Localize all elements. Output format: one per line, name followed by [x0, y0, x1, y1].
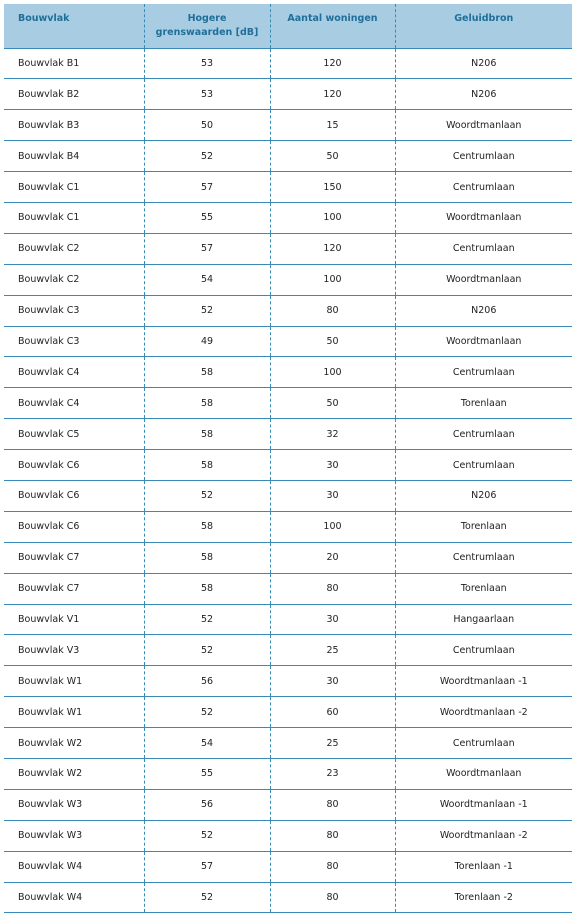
cell-grenswaarde: 58 — [144, 450, 270, 481]
table-row — [4, 388, 572, 419]
table-row — [4, 635, 572, 666]
cell-aantal-woningen: 100 — [270, 511, 395, 542]
cell-aantal-woningen: 120 — [270, 48, 395, 79]
cell-grenswaarde: 50 — [144, 110, 270, 141]
cell-aantal-woningen: 50 — [270, 388, 395, 419]
table-row — [4, 233, 572, 264]
table-row — [4, 789, 572, 820]
cell-bouwvlak: Bouwvlak C7 — [4, 573, 144, 604]
table-row — [4, 264, 572, 295]
header-hogere-grenswaarden: Hogere grenswaarden [dB] — [144, 4, 270, 48]
cell-geluidbron: Centrumlaan — [395, 728, 572, 759]
cell-bouwvlak: Bouwvlak B4 — [4, 141, 144, 172]
header-aantal-woningen: Aantal woningen — [270, 4, 395, 48]
cell-geluidbron: Woordtmanlaan -1 — [395, 666, 572, 697]
cell-bouwvlak: Bouwvlak B2 — [4, 79, 144, 110]
cell-bouwvlak: Bouwvlak C7 — [4, 542, 144, 573]
cell-geluidbron: Hangaarlaan — [395, 604, 572, 635]
cell-bouwvlak: Bouwvlak C2 — [4, 264, 144, 295]
table-row — [4, 110, 572, 141]
table-row — [4, 172, 572, 203]
cell-aantal-woningen: 80 — [270, 295, 395, 326]
cell-geluidbron: N206 — [395, 48, 572, 79]
table-row — [4, 419, 572, 450]
cell-geluidbron: Woordtmanlaan -1 — [395, 789, 572, 820]
cell-grenswaarde: 52 — [144, 141, 270, 172]
cell-grenswaarde: 58 — [144, 542, 270, 573]
cell-grenswaarde: 58 — [144, 511, 270, 542]
cell-geluidbron: N206 — [395, 295, 572, 326]
cell-bouwvlak: Bouwvlak W4 — [4, 882, 144, 913]
cell-geluidbron: Woordtmanlaan — [395, 264, 572, 295]
cell-bouwvlak: Bouwvlak W3 — [4, 820, 144, 851]
cell-aantal-woningen: 50 — [270, 141, 395, 172]
cell-aantal-woningen: 80 — [270, 573, 395, 604]
cell-aantal-woningen: 120 — [270, 233, 395, 264]
table-row — [4, 542, 572, 573]
cell-grenswaarde: 52 — [144, 635, 270, 666]
table-row — [4, 851, 572, 882]
cell-aantal-woningen: 23 — [270, 758, 395, 789]
header-row — [4, 4, 572, 48]
cell-aantal-woningen: 15 — [270, 110, 395, 141]
cell-grenswaarde: 57 — [144, 233, 270, 264]
cell-aantal-woningen: 150 — [270, 172, 395, 203]
cell-bouwvlak: Bouwvlak C6 — [4, 480, 144, 511]
table-row — [4, 480, 572, 511]
table-row — [4, 48, 572, 79]
cell-geluidbron: Torenlaan — [395, 511, 572, 542]
cell-geluidbron: Centrumlaan — [395, 419, 572, 450]
cell-grenswaarde: 52 — [144, 697, 270, 728]
cell-geluidbron: Woordtmanlaan -2 — [395, 697, 572, 728]
cell-grenswaarde: 58 — [144, 419, 270, 450]
cell-bouwvlak: Bouwvlak W3 — [4, 789, 144, 820]
cell-grenswaarde: 58 — [144, 357, 270, 388]
cell-bouwvlak: Bouwvlak C2 — [4, 233, 144, 264]
cell-bouwvlak: Bouwvlak V3 — [4, 635, 144, 666]
cell-bouwvlak: Bouwvlak C6 — [4, 450, 144, 481]
cell-geluidbron: Torenlaan -2 — [395, 882, 572, 913]
table-header — [4, 4, 572, 48]
cell-bouwvlak: Bouwvlak W1 — [4, 666, 144, 697]
cell-aantal-woningen: 80 — [270, 789, 395, 820]
cell-geluidbron: Centrumlaan — [395, 635, 572, 666]
cell-aantal-woningen: 30 — [270, 666, 395, 697]
cell-bouwvlak: Bouwvlak C5 — [4, 419, 144, 450]
cell-bouwvlak: Bouwvlak W2 — [4, 758, 144, 789]
table-row — [4, 326, 572, 357]
cell-aantal-woningen: 25 — [270, 635, 395, 666]
cell-grenswaarde: 54 — [144, 728, 270, 759]
cell-bouwvlak: Bouwvlak W2 — [4, 728, 144, 759]
cell-bouwvlak: Bouwvlak C6 — [4, 511, 144, 542]
cell-grenswaarde: 53 — [144, 79, 270, 110]
cell-aantal-woningen: 32 — [270, 419, 395, 450]
table-row — [4, 573, 572, 604]
cell-geluidbron: Centrumlaan — [395, 141, 572, 172]
cell-grenswaarde: 52 — [144, 295, 270, 326]
table-row — [4, 728, 572, 759]
cell-aantal-woningen: 100 — [270, 357, 395, 388]
cell-grenswaarde: 55 — [144, 202, 270, 233]
cell-grenswaarde: 56 — [144, 789, 270, 820]
cell-grenswaarde: 52 — [144, 882, 270, 913]
cell-geluidbron: Centrumlaan — [395, 357, 572, 388]
cell-geluidbron: Woordtmanlaan — [395, 110, 572, 141]
table-row — [4, 666, 572, 697]
noise-limits-table — [4, 4, 572, 913]
table-row — [4, 882, 572, 913]
cell-grenswaarde: 57 — [144, 851, 270, 882]
table-row — [4, 202, 572, 233]
cell-grenswaarde: 58 — [144, 388, 270, 419]
cell-geluidbron: Woordtmanlaan — [395, 758, 572, 789]
table-row — [4, 511, 572, 542]
cell-aantal-woningen: 120 — [270, 79, 395, 110]
cell-grenswaarde: 49 — [144, 326, 270, 357]
cell-bouwvlak: Bouwvlak C3 — [4, 295, 144, 326]
cell-bouwvlak: Bouwvlak C4 — [4, 357, 144, 388]
cell-aantal-woningen: 80 — [270, 851, 395, 882]
cell-aantal-woningen: 100 — [270, 264, 395, 295]
table-row — [4, 450, 572, 481]
cell-aantal-woningen: 80 — [270, 882, 395, 913]
cell-grenswaarde: 52 — [144, 480, 270, 511]
cell-geluidbron: Woordtmanlaan -2 — [395, 820, 572, 851]
table-row — [4, 79, 572, 110]
cell-geluidbron: Centrumlaan — [395, 233, 572, 264]
cell-aantal-woningen: 25 — [270, 728, 395, 759]
header-bouwvlak: Bouwvlak — [4, 4, 144, 48]
cell-aantal-woningen: 20 — [270, 542, 395, 573]
cell-grenswaarde: 53 — [144, 48, 270, 79]
cell-geluidbron: Torenlaan -1 — [395, 851, 572, 882]
table-row — [4, 141, 572, 172]
table-row — [4, 357, 572, 388]
cell-grenswaarde: 55 — [144, 758, 270, 789]
cell-geluidbron: Centrumlaan — [395, 450, 572, 481]
cell-geluidbron: Centrumlaan — [395, 542, 572, 573]
table-row — [4, 697, 572, 728]
cell-bouwvlak: Bouwvlak B3 — [4, 110, 144, 141]
table-row — [4, 820, 572, 851]
cell-geluidbron: Woordtmanlaan — [395, 202, 572, 233]
cell-grenswaarde: 56 — [144, 666, 270, 697]
cell-bouwvlak: Bouwvlak C4 — [4, 388, 144, 419]
cell-grenswaarde: 54 — [144, 264, 270, 295]
header-geluidbron: Geluidbron — [395, 4, 572, 48]
cell-bouwvlak: Bouwvlak W1 — [4, 697, 144, 728]
cell-geluidbron: Torenlaan — [395, 388, 572, 419]
cell-geluidbron: N206 — [395, 79, 572, 110]
cell-geluidbron: Centrumlaan — [395, 172, 572, 203]
cell-aantal-woningen: 30 — [270, 480, 395, 511]
cell-aantal-woningen: 30 — [270, 450, 395, 481]
cell-geluidbron: Torenlaan — [395, 573, 572, 604]
cell-geluidbron: N206 — [395, 480, 572, 511]
cell-aantal-woningen: 80 — [270, 820, 395, 851]
cell-grenswaarde: 52 — [144, 820, 270, 851]
cell-grenswaarde: 57 — [144, 172, 270, 203]
cell-aantal-woningen: 60 — [270, 697, 395, 728]
cell-aantal-woningen: 50 — [270, 326, 395, 357]
cell-bouwvlak: Bouwvlak B1 — [4, 48, 144, 79]
cell-bouwvlak: Bouwvlak W4 — [4, 851, 144, 882]
cell-bouwvlak: Bouwvlak C1 — [4, 172, 144, 203]
cell-grenswaarde: 52 — [144, 604, 270, 635]
cell-bouwvlak: Bouwvlak V1 — [4, 604, 144, 635]
cell-aantal-woningen: 100 — [270, 202, 395, 233]
cell-bouwvlak: Bouwvlak C1 — [4, 202, 144, 233]
cell-geluidbron: Woordtmanlaan — [395, 326, 572, 357]
table-row — [4, 604, 572, 635]
table-row — [4, 295, 572, 326]
data-table-container — [4, 4, 572, 913]
cell-bouwvlak: Bouwvlak C3 — [4, 326, 144, 357]
table-row — [4, 758, 572, 789]
cell-grenswaarde: 58 — [144, 573, 270, 604]
table-body — [4, 48, 572, 913]
cell-aantal-woningen: 30 — [270, 604, 395, 635]
